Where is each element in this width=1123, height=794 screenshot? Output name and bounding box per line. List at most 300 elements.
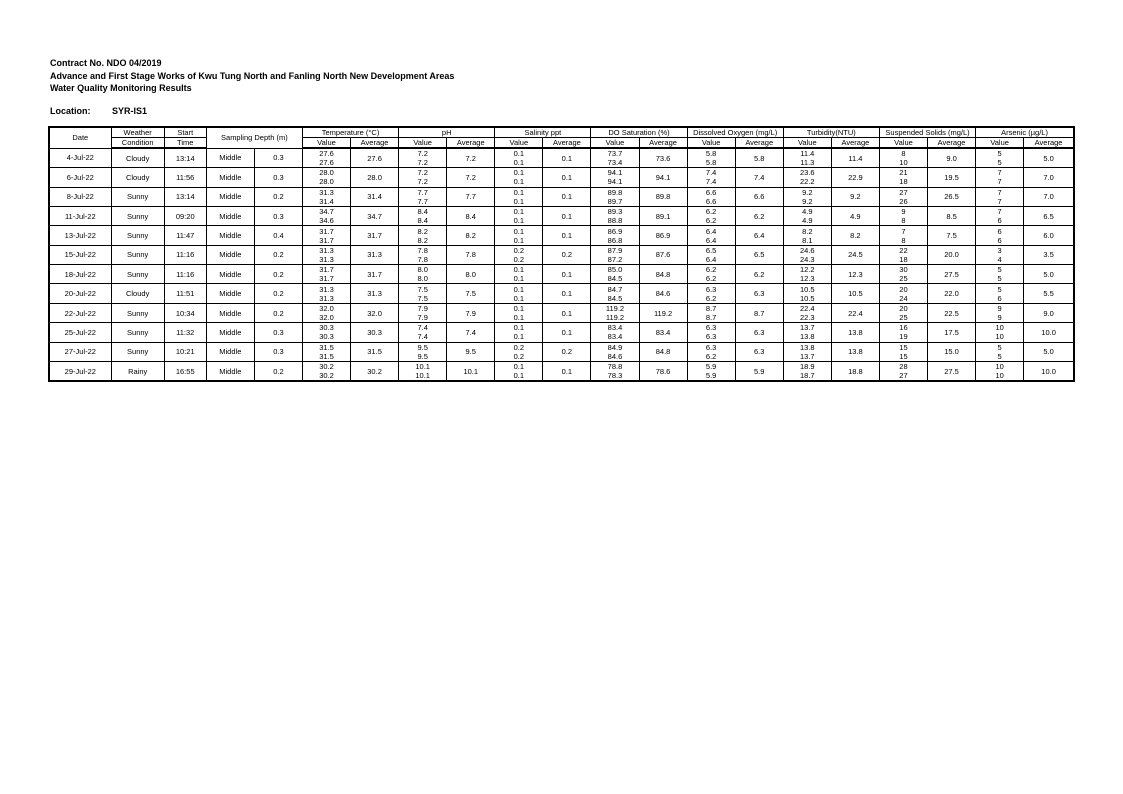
reading-value-cell: 4.9 — [783, 216, 831, 226]
average-header: Average — [831, 138, 879, 149]
weather-cell: Sunny — [111, 187, 164, 206]
reading-value-cell: 84.7 — [591, 284, 639, 294]
reading-value-cell: 20 — [879, 284, 927, 294]
date-cell: 11-Jul-22 — [49, 206, 111, 225]
location-value: SYR-IS1 — [112, 106, 148, 116]
reading-value-cell: 22.2 — [783, 177, 831, 187]
average-cell: 20.0 — [928, 245, 976, 264]
reading-value-cell: 6.3 — [687, 342, 735, 352]
average-cell: 10.0 — [1024, 361, 1074, 381]
average-cell: 15.0 — [928, 342, 976, 361]
average-cell: 30.2 — [351, 361, 399, 381]
average-cell: 7.0 — [1024, 168, 1074, 187]
reading-value-cell: 31.3 — [302, 294, 350, 304]
average-header: Average — [928, 138, 976, 149]
average-cell: 6.0 — [1024, 226, 1074, 245]
depth-value-cell: 0.3 — [254, 168, 302, 187]
reading-value-cell: 0.1 — [495, 236, 543, 246]
reading-value-cell: 13.7 — [783, 323, 831, 333]
reading-value-cell: 7.9 — [399, 303, 447, 313]
reading-value-cell: 31.3 — [302, 284, 350, 294]
reading-value-cell: 7.8 — [399, 245, 447, 255]
average-cell: 30.3 — [351, 323, 399, 342]
reading-value-cell: 31.3 — [302, 245, 350, 255]
reading-value-cell: 87.2 — [591, 255, 639, 265]
value-header: Value — [976, 138, 1024, 149]
reading-value-cell: 83.4 — [591, 332, 639, 342]
reading-value-cell: 5 — [976, 265, 1024, 275]
reading-value-cell: 94.1 — [591, 177, 639, 187]
reading-value-cell: 0.1 — [495, 216, 543, 226]
report-subtitle: Water Quality Monitoring Results — [50, 83, 192, 93]
average-cell: 0.1 — [543, 265, 591, 284]
average-cell: 0.1 — [543, 361, 591, 381]
reading-value-cell: 15 — [879, 352, 927, 362]
location-label: Location: — [50, 106, 91, 116]
reading-value-cell: 0.2 — [495, 245, 543, 255]
reading-value-cell: 9 — [976, 313, 1024, 323]
reading-value-cell: 8.0 — [399, 265, 447, 275]
date-cell: 20-Jul-22 — [49, 284, 111, 303]
reading-value-cell: 89.3 — [591, 206, 639, 216]
reading-value-cell: 9.2 — [783, 187, 831, 197]
average-cell: 78.6 — [639, 361, 687, 381]
weather-header: Weather — [111, 127, 164, 138]
average-cell: 87.6 — [639, 245, 687, 264]
reading-value-cell: 5.8 — [687, 148, 735, 158]
reading-value-cell: 31.4 — [302, 197, 350, 207]
average-cell: 27.5 — [928, 361, 976, 381]
table-row — [49, 303, 1074, 313]
reading-value-cell: 89.7 — [591, 197, 639, 207]
average-cell: 0.2 — [543, 342, 591, 361]
reading-value-cell: 0.1 — [495, 168, 543, 178]
reading-value-cell: 0.1 — [495, 177, 543, 187]
table-row — [49, 342, 1074, 352]
reading-value-cell: 7 — [879, 226, 927, 236]
average-cell: 9.2 — [831, 187, 879, 206]
start-time-cell: 11:47 — [164, 226, 206, 245]
weather-cell: Sunny — [111, 323, 164, 342]
reading-value-cell: 7.7 — [399, 197, 447, 207]
average-cell: 0.1 — [543, 284, 591, 303]
depth-label-cell: Middle — [206, 206, 254, 225]
reading-value-cell: 0.2 — [495, 255, 543, 265]
average-cell: 6.6 — [735, 187, 783, 206]
reading-value-cell: 34.6 — [302, 216, 350, 226]
average-cell: 22.9 — [831, 168, 879, 187]
start-time-cell: 11:56 — [164, 168, 206, 187]
reading-value-cell: 4 — [976, 255, 1024, 265]
depth-value-cell: 0.2 — [254, 187, 302, 206]
depth-label-cell: Middle — [206, 226, 254, 245]
parameter-group-header: Dissolved Oxygen (mg/L) — [687, 127, 783, 138]
start-time-cell: 10:34 — [164, 303, 206, 322]
average-cell: 0.1 — [543, 148, 591, 168]
reading-value-cell: 119.2 — [591, 303, 639, 313]
average-cell: 10.1 — [447, 361, 495, 381]
reading-value-cell: 0.1 — [495, 294, 543, 304]
depth-label-cell: Middle — [206, 245, 254, 264]
average-cell: 89.8 — [639, 187, 687, 206]
reading-value-cell: 30.3 — [302, 323, 350, 333]
reading-value-cell: 34.7 — [302, 206, 350, 216]
reading-value-cell: 85.0 — [591, 265, 639, 275]
reading-value-cell: 13.8 — [783, 342, 831, 352]
average-cell: 7.2 — [447, 168, 495, 187]
average-cell: 31.4 — [351, 187, 399, 206]
reading-value-cell: 31.5 — [302, 342, 350, 352]
average-cell: 5.5 — [1024, 284, 1074, 303]
average-header: Average — [1024, 138, 1074, 149]
table-row — [49, 187, 1074, 197]
average-cell: 26.5 — [928, 187, 976, 206]
start-time-cell: 11:32 — [164, 323, 206, 342]
table-row — [49, 361, 1074, 371]
reading-value-cell: 73.7 — [591, 148, 639, 158]
table-row — [49, 265, 1074, 275]
reading-value-cell: 89.8 — [591, 187, 639, 197]
reading-value-cell: 10.5 — [783, 294, 831, 304]
date-cell: 15-Jul-22 — [49, 245, 111, 264]
reading-value-cell: 7 — [976, 177, 1024, 187]
reading-value-cell: 8 — [879, 216, 927, 226]
average-cell: 10.0 — [1024, 323, 1074, 342]
reading-value-cell: 10.5 — [783, 284, 831, 294]
average-cell: 7.5 — [928, 226, 976, 245]
reading-value-cell: 7 — [976, 187, 1024, 197]
date-cell: 8-Jul-22 — [49, 187, 111, 206]
depth-label-cell: Middle — [206, 148, 254, 168]
average-cell: 0.1 — [543, 168, 591, 187]
average-cell: 0.1 — [543, 323, 591, 342]
reading-value-cell: 30 — [879, 265, 927, 275]
start-time-cell: 10:21 — [164, 342, 206, 361]
reading-value-cell: 9.5 — [399, 352, 447, 362]
header-row-bottom — [49, 138, 1074, 149]
reading-value-cell: 7.4 — [399, 323, 447, 333]
reading-value-cell: 13.8 — [783, 332, 831, 342]
reading-value-cell: 27 — [879, 187, 927, 197]
value-header: Value — [591, 138, 639, 149]
reading-value-cell: 12.3 — [783, 274, 831, 284]
date-cell: 6-Jul-22 — [49, 168, 111, 187]
reading-value-cell: 21 — [879, 168, 927, 178]
reading-value-cell: 78.8 — [591, 361, 639, 371]
reading-value-cell: 9.2 — [783, 197, 831, 207]
average-cell: 5.8 — [735, 148, 783, 168]
parameter-group-header: Arsenic (µg/L) — [976, 127, 1074, 138]
project-title: Advance and First Stage Works of Kwu Tung North and Fanling North New Development Areas — [50, 70, 455, 81]
parameter-group-header: DO Saturation (%) — [591, 127, 687, 138]
reading-value-cell: 31.3 — [302, 187, 350, 197]
reading-value-cell: 119.2 — [591, 313, 639, 323]
average-cell: 31.5 — [351, 342, 399, 361]
reading-value-cell: 10.1 — [399, 371, 447, 381]
value-header: Value — [302, 138, 350, 149]
reading-value-cell: 24.3 — [783, 255, 831, 265]
average-cell: 94.1 — [639, 168, 687, 187]
average-cell: 31.3 — [351, 245, 399, 264]
value-header: Value — [879, 138, 927, 149]
average-cell: 6.3 — [735, 284, 783, 303]
reading-value-cell: 0.1 — [495, 158, 543, 168]
reading-value-cell: 6.3 — [687, 323, 735, 333]
reading-value-cell: 8.2 — [399, 226, 447, 236]
weather-cell: Sunny — [111, 342, 164, 361]
reading-value-cell: 0.1 — [495, 303, 543, 313]
date-header: Date — [49, 127, 111, 148]
reading-value-cell: 87.9 — [591, 245, 639, 255]
average-cell: 28.0 — [351, 168, 399, 187]
reading-value-cell: 6 — [976, 216, 1024, 226]
table-row — [49, 323, 1074, 333]
average-cell: 0.1 — [543, 226, 591, 245]
depth-value-cell: 0.4 — [254, 226, 302, 245]
reading-value-cell: 78.3 — [591, 371, 639, 381]
reading-value-cell: 27.6 — [302, 148, 350, 158]
depth-value-cell: 0.2 — [254, 284, 302, 303]
location-line — [50, 106, 147, 116]
average-cell: 31.7 — [351, 265, 399, 284]
reading-value-cell: 6.4 — [687, 236, 735, 246]
reading-value-cell: 7 — [976, 206, 1024, 216]
reading-value-cell: 6 — [976, 226, 1024, 236]
average-cell: 13.8 — [831, 323, 879, 342]
reading-value-cell: 6.2 — [687, 206, 735, 216]
reading-value-cell: 30.2 — [302, 361, 350, 371]
reading-value-cell: 6.6 — [687, 197, 735, 207]
weather-cell: Sunny — [111, 245, 164, 264]
reading-value-cell: 20 — [879, 303, 927, 313]
average-cell: 7.7 — [447, 187, 495, 206]
reading-value-cell: 10 — [976, 323, 1024, 333]
depth-value-cell: 0.3 — [254, 148, 302, 168]
reading-value-cell: 83.4 — [591, 323, 639, 333]
reading-value-cell: 10 — [976, 332, 1024, 342]
depth-value-cell: 0.3 — [254, 323, 302, 342]
reading-value-cell: 10 — [879, 158, 927, 168]
reading-value-cell: 86.9 — [591, 226, 639, 236]
reading-value-cell: 84.5 — [591, 274, 639, 284]
reading-value-cell: 7.5 — [399, 294, 447, 304]
reading-value-cell: 7.4 — [399, 332, 447, 342]
average-cell: 0.1 — [543, 303, 591, 322]
reading-value-cell: 7.4 — [687, 168, 735, 178]
table-row — [49, 206, 1074, 216]
reading-value-cell: 0.1 — [495, 371, 543, 381]
reading-value-cell: 22 — [879, 245, 927, 255]
date-cell: 25-Jul-22 — [49, 323, 111, 342]
reading-value-cell: 5 — [976, 274, 1024, 284]
table-row — [49, 245, 1074, 255]
reading-value-cell: 19 — [879, 332, 927, 342]
parameter-group-header: Salinity ppt — [495, 127, 591, 138]
depth-label-cell: Middle — [206, 284, 254, 303]
average-cell: 9.5 — [447, 342, 495, 361]
reading-value-cell: 10.1 — [399, 361, 447, 371]
contract-number: Contract No. NDO 04/2019 — [50, 58, 162, 68]
reading-value-cell: 6.2 — [687, 274, 735, 284]
reading-value-cell: 10 — [976, 371, 1024, 381]
average-cell: 31.7 — [351, 226, 399, 245]
value-header: Value — [783, 138, 831, 149]
reading-value-cell: 7.7 — [399, 187, 447, 197]
reading-value-cell: 31.7 — [302, 265, 350, 275]
average-header: Average — [639, 138, 687, 149]
reading-value-cell: 24.6 — [783, 245, 831, 255]
reading-value-cell: 4.9 — [783, 206, 831, 216]
reading-value-cell: 5.9 — [687, 361, 735, 371]
reading-value-cell: 0.1 — [495, 274, 543, 284]
start-time-cell: 09:20 — [164, 206, 206, 225]
depth-label-cell: Middle — [206, 168, 254, 187]
average-cell: 8.7 — [735, 303, 783, 322]
reading-value-cell: 84.6 — [591, 352, 639, 362]
reading-value-cell: 18.9 — [783, 361, 831, 371]
reading-value-cell: 7.2 — [399, 177, 447, 187]
weather-cell: Cloudy — [111, 284, 164, 303]
average-cell: 22.5 — [928, 303, 976, 322]
weather-cell: Sunny — [111, 226, 164, 245]
average-cell: 7.0 — [1024, 187, 1074, 206]
table-body — [49, 148, 1074, 381]
reading-value-cell: 27.6 — [302, 158, 350, 168]
depth-label-cell: Middle — [206, 342, 254, 361]
average-cell: 3.5 — [1024, 245, 1074, 264]
depth-value-cell: 0.2 — [254, 245, 302, 264]
reading-value-cell: 31.7 — [302, 226, 350, 236]
date-cell: 29-Jul-22 — [49, 361, 111, 381]
depth-value-cell: 0.2 — [254, 265, 302, 284]
reading-value-cell: 11.3 — [783, 158, 831, 168]
reading-value-cell: 18 — [879, 255, 927, 265]
reading-value-cell: 30.2 — [302, 371, 350, 381]
value-header: Value — [399, 138, 447, 149]
reading-value-cell: 0.1 — [495, 313, 543, 323]
start-time-cell: 13:14 — [164, 187, 206, 206]
average-cell: 5.0 — [1024, 148, 1074, 168]
reading-value-cell: 7.2 — [399, 158, 447, 168]
depth-label-cell: Middle — [206, 265, 254, 284]
reading-value-cell: 31.5 — [302, 352, 350, 362]
average-cell: 0.1 — [543, 206, 591, 225]
reading-value-cell: 84.5 — [591, 294, 639, 304]
average-cell: 24.5 — [831, 245, 879, 264]
reading-value-cell: 7.4 — [687, 177, 735, 187]
average-cell: 0.1 — [543, 187, 591, 206]
average-cell: 8.2 — [831, 226, 879, 245]
reading-value-cell: 28.0 — [302, 168, 350, 178]
average-cell: 7.2 — [447, 148, 495, 168]
table-row — [49, 226, 1074, 236]
reading-value-cell: 0.2 — [495, 352, 543, 362]
reading-value-cell: 25 — [879, 274, 927, 284]
average-header: Average — [351, 138, 399, 149]
average-cell: 32.0 — [351, 303, 399, 322]
date-cell: 4-Jul-22 — [49, 148, 111, 168]
weather-cell: Cloudy — [111, 148, 164, 168]
reading-value-cell: 0.1 — [495, 187, 543, 197]
reading-value-cell: 8 — [879, 236, 927, 246]
reading-value-cell: 0.1 — [495, 284, 543, 294]
average-cell: 84.8 — [639, 265, 687, 284]
average-cell: 6.5 — [735, 245, 783, 264]
parameter-group-header: Temperature (°C) — [302, 127, 398, 138]
average-cell: 9.0 — [928, 148, 976, 168]
reading-value-cell: 7 — [976, 168, 1024, 178]
reading-value-cell: 11.4 — [783, 148, 831, 158]
reading-value-cell: 0.1 — [495, 361, 543, 371]
reading-value-cell: 5 — [976, 158, 1024, 168]
reading-value-cell: 27 — [879, 371, 927, 381]
average-cell: 6.5 — [1024, 206, 1074, 225]
parameter-group-header: Suspended Solids (mg/L) — [879, 127, 975, 138]
reading-value-cell: 8 — [879, 148, 927, 158]
reading-value-cell: 16 — [879, 323, 927, 333]
reading-value-cell: 22.4 — [783, 303, 831, 313]
reading-value-cell: 0.1 — [495, 265, 543, 275]
reading-value-cell: 26 — [879, 197, 927, 207]
table-row — [49, 168, 1074, 178]
average-cell: 73.6 — [639, 148, 687, 168]
average-cell: 7.4 — [447, 323, 495, 342]
value-header: Value — [687, 138, 735, 149]
average-cell: 7.9 — [447, 303, 495, 322]
average-cell: 5.0 — [1024, 265, 1074, 284]
average-cell: 7.4 — [735, 168, 783, 187]
reading-value-cell: 8.2 — [399, 236, 447, 246]
depth-value-cell: 0.3 — [254, 206, 302, 225]
report-header — [50, 57, 454, 95]
reading-value-cell: 25 — [879, 313, 927, 323]
average-cell: 22.0 — [928, 284, 976, 303]
condition-header: Condition — [111, 138, 164, 149]
reading-value-cell: 0.2 — [495, 342, 543, 352]
weather-cell: Rainy — [111, 361, 164, 381]
reading-value-cell: 6.3 — [687, 332, 735, 342]
depth-value-cell: 0.2 — [254, 361, 302, 381]
reading-value-cell: 86.8 — [591, 236, 639, 246]
average-cell: 83.4 — [639, 323, 687, 342]
reading-value-cell: 7.2 — [399, 168, 447, 178]
reading-value-cell: 8.7 — [687, 303, 735, 313]
average-cell: 27.5 — [928, 265, 976, 284]
reading-value-cell: 13.7 — [783, 352, 831, 362]
average-cell: 7.5 — [447, 284, 495, 303]
sampling-depth-header: Sampling Depth (m) — [206, 127, 302, 148]
average-cell: 5.0 — [1024, 342, 1074, 361]
reading-value-cell: 7.5 — [399, 284, 447, 294]
reading-value-cell: 7.2 — [399, 148, 447, 158]
reading-value-cell: 10 — [976, 361, 1024, 371]
start-time-cell: 11:16 — [164, 265, 206, 284]
reading-value-cell: 5 — [976, 352, 1024, 362]
reading-value-cell: 31.3 — [302, 255, 350, 265]
reading-value-cell: 8.1 — [783, 236, 831, 246]
reading-value-cell: 18.7 — [783, 371, 831, 381]
start-time-cell: 11:51 — [164, 284, 206, 303]
average-cell: 6.4 — [735, 226, 783, 245]
average-cell: 8.2 — [447, 226, 495, 245]
average-cell: 6.3 — [735, 342, 783, 361]
reading-value-cell: 9.5 — [399, 342, 447, 352]
reading-value-cell: 6.3 — [687, 284, 735, 294]
depth-value-cell: 0.2 — [254, 303, 302, 322]
average-cell: 31.3 — [351, 284, 399, 303]
reading-value-cell: 0.1 — [495, 197, 543, 207]
reading-value-cell: 8.2 — [783, 226, 831, 236]
